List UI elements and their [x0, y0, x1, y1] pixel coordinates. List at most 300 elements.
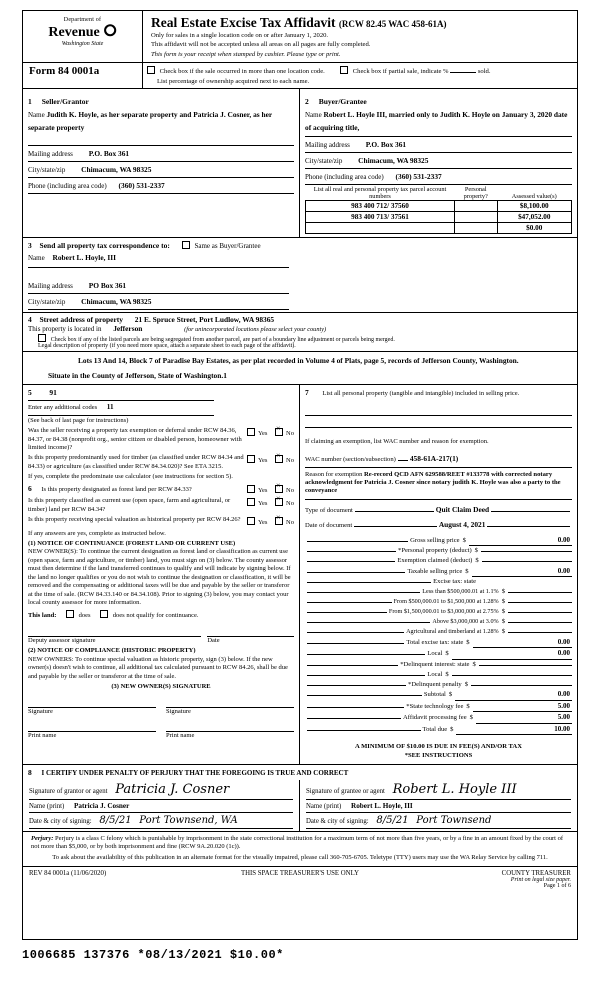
tax-row-8: Above $3,000,000 at 3.0% $ — [305, 617, 572, 627]
section-3-heading — [28, 240, 572, 252]
q5-yes-label: Yes — [257, 500, 268, 508]
tax-row-14-label: *Delinquent penalty — [408, 680, 462, 688]
multi-location-label: Check box if the sale occurred in more than one location code. — [159, 68, 325, 76]
grantee-signature-block — [300, 780, 577, 831]
grantee-signature-row — [306, 782, 571, 797]
tax-row-0: Gross selling price $ 0.00 — [305, 535, 572, 547]
tax-row-8-amount[interactable] — [508, 622, 572, 623]
tax-row-9-label: Agricultural and timberland at 1.28% — [406, 627, 499, 635]
section-5-number: 5 — [28, 387, 32, 397]
q2-yes-label: Yes — [257, 457, 268, 465]
new-owner-print-label-2: Print name — [166, 731, 195, 739]
seller-name-row — [28, 109, 294, 133]
parcel-number-1[interactable]: 983 400 713/ 37561 — [306, 212, 455, 223]
grantee-name-row — [306, 802, 571, 810]
section-7-intro: List all personal property (tangible and intangible) included in selling price. — [322, 389, 520, 397]
exemption-intro: If claiming an exemption, list WAC number and reason for exemption. — [305, 438, 489, 446]
tax-row-13-label: Local — [427, 670, 443, 678]
question-exemption-deferral — [28, 427, 294, 452]
parcel-table-header-row — [306, 186, 572, 201]
property-address-value[interactable]: 21 E. Spruce Street, Port Ludlow, WA 98365 — [134, 314, 275, 324]
washington-state-label: Washington State — [61, 41, 104, 48]
tax-row-6-label: From $500,000.01 to $1,500,000 at 1.28% — [393, 598, 499, 606]
buyer-phone-label: Phone (including area code) — [305, 173, 384, 182]
tax-row-15-amount[interactable]: 0.00 — [455, 689, 572, 701]
exemption-reason-value[interactable]: Re-record QCD AFN 629588/REET #133778 with corrected notary acknowledgment for Patricia J. Cosner since notary judith K. Hoyle was also a party to the conveyance — [305, 470, 561, 495]
swoosh-icon: ⭘ — [103, 23, 117, 41]
form-footer — [23, 866, 577, 892]
grantor-name-row — [29, 802, 293, 810]
additional-codes-row — [28, 403, 294, 412]
section-3-citystate-label: City/state/zip — [28, 297, 66, 306]
footer-print-note: Print on legal size paper. — [510, 876, 571, 883]
parcel-assessed-2[interactable]: $0.00 — [497, 223, 571, 234]
grantor-signature-row — [29, 782, 293, 797]
new-owner-signature-labels — [28, 708, 294, 716]
parcel-personal-0[interactable] — [454, 201, 497, 212]
parcel-number-0[interactable]: 983 400 712/ 37560 — [306, 201, 455, 212]
grantee-signature-label: Signature of grantee or agent — [306, 787, 385, 795]
seller-phone-value[interactable]: (360) 531-2337 — [118, 181, 165, 191]
section-7-number: 7 — [305, 387, 309, 397]
partial-sale-pct-input[interactable] — [450, 72, 476, 73]
q6-text: Is this property receiving special valuation as historical property per RCW 84.26? — [28, 516, 241, 524]
section-3-label: Send all property tax correspondence to: — [39, 241, 170, 251]
segregation-label: Check box if any of the listed parcels are being segregated from another parcel, are part of a boundary line adjustment or parcels being merged. — [50, 336, 395, 343]
section-3-name-rule — [28, 266, 289, 268]
same-as-buyer-label: Same as Buyer/Grantee — [194, 242, 261, 251]
notice-continuance-body: NEW OWNER(S): To continue the current designation as forest land or classification as current use (open space, farm and agriculture, or timber) land, you must sign on (3) below. The county assessor must then determine if the land transferred continues to qualify and will indicate by signing below. If the land no longer qualifies or you do not wish to continue the designation or classification, it will be removed and the compensating or additional taxes will be due and payable by the seller or transferor at the time of sale. (RCW 84.33.140 or 84.34.108). Prior to signing (3) below, you may contact your local county assessor for more information. — [28, 548, 291, 606]
tax-row-3-label: Taxable selling price — [407, 567, 463, 575]
tax-row-16-amount[interactable]: 5.00 — [473, 701, 572, 713]
perjury-label: Perjury: — [31, 834, 54, 842]
q5-text: Is this property classified as current use (open space, farm and agricultural, or timber) land per RCW 84.34? — [28, 497, 231, 513]
multi-location-checkbox[interactable] — [147, 66, 155, 74]
signature-grid — [23, 780, 577, 831]
buyer-name-row — [305, 109, 572, 133]
grantor-date-rule — [29, 827, 293, 829]
section-3-number: 3 — [28, 241, 32, 251]
grantee-name-rule — [306, 811, 571, 813]
tax-row-17: Affidavit processing fee $ 5.00 — [305, 712, 572, 724]
tax-row-12-amount[interactable] — [479, 665, 572, 666]
header-note-3: This form is your receipt when stamped by cashier. Please type or print. — [151, 50, 341, 58]
seller-citystate-rule — [28, 176, 294, 178]
department-label: Department of — [63, 17, 102, 23]
tax-row-16: *State technology fee $ 5.00 — [305, 701, 572, 713]
buyer-mailing-rule — [305, 151, 572, 153]
document-type-value[interactable]: Quit Claim Deed — [435, 504, 490, 514]
legal-description-note: Legal description of property (if you need more space, attach a separate sheet to each page of the affidavit). — [38, 342, 296, 349]
wac-number-value[interactable]: 458-61A-217(1) — [409, 453, 459, 463]
q4-no-label: No — [286, 486, 294, 494]
buyer-section-number: 2 — [305, 97, 309, 107]
tax-row-15: Subtotal $ 0.00 — [305, 689, 572, 701]
tax-row-10-label: Total excise tax: state — [406, 638, 464, 646]
section-3-citystate-value[interactable]: Chimacum, WA 98325 — [81, 296, 152, 306]
seller-mailing-row — [28, 148, 294, 160]
additional-codes-label: Enter any additional codes — [28, 404, 98, 412]
q4-no-checkbox[interactable] — [275, 485, 283, 493]
tax-row-3-amount[interactable]: 0.00 — [472, 566, 572, 578]
section-5-column — [23, 385, 300, 764]
section-4-address-row — [28, 315, 572, 324]
predominate-use-note: If yes, complete the predominate use calculator (see instructions for section 5). — [28, 473, 233, 481]
q1-no-label: No — [286, 430, 294, 438]
tax-row-15-label: Subtotal — [423, 691, 446, 699]
tax-row-4-label: Excise tax: state — [433, 578, 476, 586]
ada-note: To ask about the availability of this publication in an alternate format for the visually impaired, please call 360-705-6705. Teletype (TTY) users may use the WA Relay Service by calling 711. — [52, 854, 548, 862]
segregation-checkbox[interactable] — [38, 334, 46, 342]
form-number: Form 84 0001a — [23, 63, 143, 88]
buyer-citystate-value[interactable]: Chimacum, WA 98325 — [358, 155, 429, 165]
buyer-heading-text: Buyer/Grantee — [318, 97, 367, 107]
tax-row-0-amount[interactable]: 0.00 — [469, 535, 572, 547]
legal-situate-text: Situate in the County of Jefferson, State of Washington.1 — [48, 370, 227, 380]
tax-row-7-amount[interactable] — [508, 612, 572, 613]
seller-block — [23, 89, 300, 237]
exemption-reason-label: Reason for exemption — [305, 470, 363, 478]
exemption-reason-row — [305, 471, 572, 496]
grantor-name-value[interactable]: Patricia J. Cosner — [74, 801, 130, 810]
form-header — [23, 11, 577, 63]
seller-mailing-label: Mailing address — [28, 149, 73, 158]
document-date-label: Date of document — [305, 521, 353, 529]
section-3-name-label: Name — [28, 254, 45, 263]
q4-text: Is this property designated as forest land per RCW 84.33? — [41, 485, 192, 493]
tax-row-18: Total due $ 10.00 — [305, 724, 572, 736]
perjury-paragraph — [31, 835, 569, 853]
parties-section — [23, 89, 577, 238]
county-note: (for unincorporated locations please select your county) — [184, 325, 327, 333]
parcel-number-header: List all real and personal property tax parcel account numbers — [313, 186, 447, 201]
personal-property-line-1[interactable] — [305, 414, 572, 416]
if-any-yes-note: If any answers are yes, complete as instructed below. — [28, 529, 166, 537]
form-checkbox-row — [143, 63, 577, 88]
tax-row-0-label: Gross selling price — [410, 536, 460, 544]
tax-row-3: Taxable selling price $ 0.00 — [305, 566, 572, 578]
buyer-citystate-rule — [305, 167, 572, 169]
ownership-pct-note: List percentage of ownership acquired next to each name. — [157, 77, 310, 85]
seller-phone-row — [28, 180, 294, 192]
section-5-heading — [28, 388, 294, 398]
section-3-mailing-row — [28, 280, 572, 292]
personal-property-line-2[interactable] — [305, 426, 572, 428]
land-does-not-label: does not qualify for continuance. — [112, 612, 199, 620]
tax-row-1-label: *Personal property (deduct) — [398, 547, 472, 555]
q1-text: Was the seller receiving a property tax exemption or deferral under RCW 84.36, 84.37, or 84.38 (nonprofit org., senior citizen or disabled person, homeowner with limited income)? — [28, 427, 242, 451]
table-row — [306, 223, 572, 234]
grantor-name-rule — [29, 811, 293, 813]
buyer-name-rule — [305, 135, 572, 137]
parcel-assessed-1[interactable]: $47,052.00 — [497, 212, 571, 223]
q2-no-label: No — [286, 457, 294, 465]
certification-row — [23, 765, 577, 780]
section-3 — [23, 238, 577, 313]
this-land-label: This land: — [28, 612, 57, 620]
tax-row-9-amount[interactable] — [508, 632, 572, 633]
tax-row-10-amount[interactable]: 0.00 — [473, 637, 572, 649]
section-4-number: 4 — [28, 314, 32, 324]
grantee-signature-value[interactable]: Robert L. Hoyle III — [392, 781, 517, 797]
grantor-date-row — [29, 815, 293, 826]
section-5-code-value[interactable]: 91 — [49, 387, 57, 397]
new-owner-signature-label-1: Signature — [28, 707, 53, 715]
question-current-use — [28, 497, 294, 514]
exemption-reason-rule — [305, 498, 572, 500]
tax-row-14: *Delinquent penalty $ — [305, 680, 572, 690]
page-title-rcw: (RCW 82.45 WAC 458-61A) — [338, 19, 447, 29]
assessed-value-header: Assessed value(s) — [511, 193, 557, 201]
q4-answers — [247, 484, 294, 495]
table-row — [306, 212, 572, 223]
tax-row-1: *Personal property (deduct) $ — [305, 546, 572, 556]
header-note-1: Only for sales in a single location code on or after January 1, 2020. — [151, 32, 329, 39]
notice-compliance-title: (2) NOTICE OF COMPLIANCE (HISTORIC PROPERTY) — [28, 647, 196, 655]
buyer-mailing-row — [305, 139, 572, 151]
grantee-date-value[interactable]: 8/5/21 — [376, 814, 409, 826]
parcel-personal-1[interactable] — [454, 212, 497, 223]
partial-sale-checkbox[interactable] — [340, 66, 348, 74]
land-does-not-qualify-checkbox[interactable] — [100, 610, 108, 618]
revenue-logo — [27, 23, 138, 41]
grantee-name-value[interactable]: Robert L. Hoyle, III — [351, 801, 413, 810]
buyer-block — [300, 89, 577, 237]
section-3-mailing-rule — [28, 292, 289, 294]
q2-no-checkbox[interactable] — [275, 455, 283, 463]
perjury-text: Perjury is a class C felony which is punishable by imprisonment in the state correctional institution for a maximum term of not more than five years, or by a fine in an amount fixed by the court of not more than $5,000, or by both imprisonment and fine (RCW 9A.20.020 (1c)). — [31, 834, 563, 851]
buyer-phone-value[interactable]: (360) 531-2337 — [395, 172, 442, 182]
grantor-signature-label: Signature of grantor or agent — [29, 787, 108, 795]
form-number-row — [23, 63, 577, 89]
q6-no-label: No — [286, 519, 294, 527]
parcel-assessed-0[interactable]: $8,100.00 — [497, 201, 571, 212]
notice-continuance-title: (1) NOTICE OF CONTINUANCE (FOREST LAND OR CURRENT USE) — [28, 539, 236, 547]
parcel-personal-2[interactable] — [454, 223, 497, 234]
legal-description-text: Lots 13 And 14, Block 7 of Paradise Bay Estates, as per plat recorded in Volume 4 of Plats, page 5, records of Jefferson County, Washington. — [78, 355, 519, 365]
new-owner-print-label-1: Print name — [28, 731, 57, 739]
grantor-date-value[interactable]: 8/5/21 — [99, 814, 132, 826]
q5-yes-checkbox[interactable] — [247, 498, 255, 506]
q6-yes-label: Yes — [257, 519, 268, 527]
seller-mailing-rule — [28, 160, 294, 162]
section-3-name-value[interactable]: Robert L. Hoyle, III — [52, 253, 116, 263]
document-date-row — [305, 519, 572, 531]
grantee-date-label: Date & city of signing: — [306, 817, 369, 825]
tax-row-13-amount[interactable] — [452, 675, 572, 676]
tax-row-5-amount[interactable] — [508, 592, 572, 593]
grantor-signature-rule — [29, 798, 293, 800]
footer-treasurer-space: THIS SPACE TREASURER'S USE ONLY — [240, 869, 359, 877]
tax-row-13: Local $ — [305, 670, 572, 680]
buyer-mailing-value[interactable]: P.O. Box 361 — [365, 139, 407, 149]
land-does-label: does — [78, 612, 91, 620]
document-type-label: Type of document — [305, 506, 353, 514]
buyer-heading — [305, 91, 572, 109]
q5-no-label: No — [286, 500, 294, 508]
county-label: This property is located in — [28, 324, 102, 333]
grantee-signature-rule — [306, 798, 571, 800]
agency-logo-block — [23, 11, 143, 62]
seller-section-number: 1 — [28, 97, 32, 107]
footer-county-treasurer — [411, 867, 577, 892]
grantee-date-row — [306, 815, 571, 826]
section-4-county-row — [28, 324, 572, 333]
buyer-name-label: Name — [305, 111, 322, 120]
grantee-name-label: Name (print) — [306, 802, 342, 810]
section-6-heading — [28, 484, 294, 495]
county-value[interactable]: Jefferson — [113, 323, 143, 333]
assessor-date-label: Date — [207, 636, 220, 644]
q6-yes-checkbox[interactable] — [247, 517, 255, 525]
question-timber-agriculture — [28, 454, 294, 471]
q6-answers — [247, 516, 294, 527]
assessor-signature-label: Deputy assessor signature — [28, 636, 96, 644]
form-title-block — [143, 11, 577, 62]
buyer-name-value[interactable]: Robert L. Hoyle III, married only to Judith K. Hoyle on January 3, 2020 date of acquiring title, — [305, 110, 568, 132]
q1-yes-checkbox[interactable] — [247, 428, 255, 436]
table-row — [306, 201, 572, 212]
section-8 — [23, 764, 577, 831]
grantor-date-label: Date & city of signing: — [29, 817, 92, 825]
buyer-phone-rule — [305, 183, 572, 185]
section-3-citystate-row — [28, 296, 572, 308]
tax-row-11-label: Local — [427, 650, 443, 658]
q1-no-checkbox[interactable] — [275, 428, 283, 436]
tax-row-6-amount[interactable] — [508, 602, 572, 603]
seller-mailing-value[interactable]: P.O. Box 361 — [88, 148, 130, 158]
back-of-page-note: (See back of last page for instructions) — [28, 416, 129, 424]
this-land-row — [28, 609, 294, 620]
tax-computation-block — [305, 535, 572, 736]
document-date-value[interactable]: August 4, 2021 — [438, 519, 486, 529]
buyer-mailing-label: Mailing address — [305, 140, 350, 149]
tax-row-8-label: Above $3,000,000 at 3.0% — [432, 618, 499, 626]
new-owner-print-labels — [28, 732, 294, 740]
tax-row-5: Less than $500,000.01 at 1.1% $ — [305, 587, 572, 597]
q4-yes-label: Yes — [257, 486, 268, 494]
q2-yes-checkbox[interactable] — [247, 455, 255, 463]
legal-description-block — [23, 352, 577, 385]
new-owner-signature-label-2: Signature — [166, 707, 191, 715]
additional-codes-rule — [28, 414, 214, 416]
tax-row-11: Local $ 0.00 — [305, 648, 572, 660]
page-title — [151, 15, 571, 31]
additional-codes-value[interactable]: 11 — [106, 403, 114, 412]
tax-row-4 — [305, 577, 572, 587]
same-as-buyer-checkbox[interactable] — [182, 241, 190, 249]
page-title-text: Real Estate Excise Tax Affidavit — [151, 15, 336, 30]
tax-row-14-amount[interactable] — [471, 685, 572, 686]
q5-answers — [247, 497, 294, 508]
tax-row-10: Total excise tax: state $ 0.00 — [305, 637, 572, 649]
buyer-citystate-label: City/state/zip — [305, 156, 343, 165]
seller-phone-rule — [28, 192, 294, 194]
wac-number-row — [305, 453, 572, 465]
partial-sale-label: Check box if partial sale, indicate % — [352, 68, 449, 76]
grantor-city-value[interactable]: Port Townsend, WA — [139, 814, 238, 826]
q2-answers — [247, 454, 294, 465]
land-does-qualify-checkbox[interactable] — [66, 610, 74, 618]
tax-row-16-label: *State technology fee — [406, 702, 464, 710]
tax-row-7-label: From $1,500,000.01 to $3,000,000 at 2.75% — [388, 608, 499, 616]
tax-row-9: Agricultural and timberland at 1.28% $ — [305, 627, 572, 637]
seller-heading-text: Seller/Grantor — [41, 97, 89, 107]
buyer-citystate-row — [305, 155, 572, 167]
seller-name-value[interactable]: Judith K. Hoyle, as her separate property and Patricia J. Cosner, as her separate property — [28, 110, 273, 132]
tax-row-1-amount[interactable] — [481, 551, 572, 552]
buyer-phone-row — [305, 171, 572, 183]
section-4-segregation-row — [28, 333, 572, 343]
section-3-citystate-rule — [28, 308, 289, 310]
section-3-name-row — [28, 252, 572, 264]
see-instructions-note: *SEE INSTRUCTIONS — [404, 752, 473, 760]
parcel-number-2[interactable] — [306, 223, 455, 234]
notice-compliance-body: NEW OWNERS: To continue special valuation as historic property, sign (3) below. If the new owner(s) doesn't wish to continue, all additional tax calculated pursuant to RCW 84.26, shall be due and payable by the seller or transferor at the time of sale. — [28, 655, 288, 680]
q1-yes-label: Yes — [257, 430, 268, 438]
section-3-mailing-value[interactable]: PO Box 361 — [88, 280, 127, 290]
section-6-number: 6 — [28, 483, 32, 493]
seller-citystate-label: City/state/zip — [28, 165, 66, 174]
footer-revision: REV 84 0001a (11/06/2020) — [29, 869, 107, 877]
partial-sale-tail: sold. — [477, 68, 491, 76]
q2-text: Is this property predominantly used for timber (as classified under RCW 84.34 and 84.33) or agriculture (as classified under RCW 84.34.020)? See ETA 3215. — [28, 454, 244, 470]
parcel-table — [305, 186, 572, 234]
grantee-city-value[interactable]: Port Townsend — [416, 814, 492, 826]
q5-no-checkbox[interactable] — [275, 498, 283, 506]
tax-row-2-amount[interactable] — [482, 561, 572, 562]
section-5-code-rule — [28, 399, 214, 401]
affidavit-form — [22, 10, 578, 940]
tax-row-2-label: Exemption claimed (deduct) — [397, 557, 473, 565]
seller-citystate-row — [28, 164, 294, 176]
section-8-number: 8 — [28, 767, 32, 777]
tax-row-11-amount[interactable]: 0.00 — [452, 648, 572, 660]
grantor-signature-value[interactable]: Patricia J. Cosner — [115, 781, 230, 797]
perjury-block — [23, 831, 577, 866]
seller-name-rule — [28, 144, 294, 146]
section-4 — [23, 313, 577, 352]
q4-yes-checkbox[interactable] — [247, 485, 255, 493]
header-note-2: This affidavit will not be accepted unless all areas on all pages are fully completed. — [151, 41, 371, 49]
wac-number-label: WAC number (section/subsection) — [305, 455, 396, 463]
tax-row-12-label: *Delinquent interest: state — [400, 660, 470, 668]
document-type-row — [305, 504, 572, 516]
tax-row-2: Exemption claimed (deduct) $ — [305, 556, 572, 566]
grantor-name-label: Name (print) — [29, 802, 65, 810]
wac-number-rule — [305, 466, 572, 468]
treasurer-stamp: 1006685 137376 *08/13/2021 $10.00* — [22, 948, 284, 962]
tax-row-18-amount[interactable]: 10.00 — [456, 724, 572, 736]
lower-body — [23, 385, 577, 764]
tax-row-17-amount[interactable]: 5.00 — [476, 712, 572, 724]
personal-property-header: Personal property? — [463, 186, 488, 201]
section-7-column — [300, 385, 577, 764]
seller-citystate-value[interactable]: Chimacum, WA 98325 — [81, 164, 152, 174]
minimum-due-note: A MINIMUM OF $10.00 IS DUE IN FEE(S) AND/OR TAX — [355, 743, 522, 751]
seller-heading — [28, 91, 294, 109]
seller-phone-label: Phone (including area code) — [28, 182, 107, 191]
grantor-signature-block — [23, 780, 300, 831]
tax-row-17-label: Affidavit processing fee — [403, 714, 467, 722]
seller-name-label: Name — [28, 111, 45, 120]
tax-row-6: From $500,000.01 to $1,500,000 at 1.28% $ — [305, 597, 572, 607]
section-7-heading — [305, 388, 572, 398]
q1-answers — [247, 427, 294, 438]
tax-row-12: *Delinquent interest: state $ — [305, 660, 572, 670]
q6-no-checkbox[interactable] — [275, 517, 283, 525]
footer-page-number: Page 1 of 6 — [543, 882, 571, 889]
